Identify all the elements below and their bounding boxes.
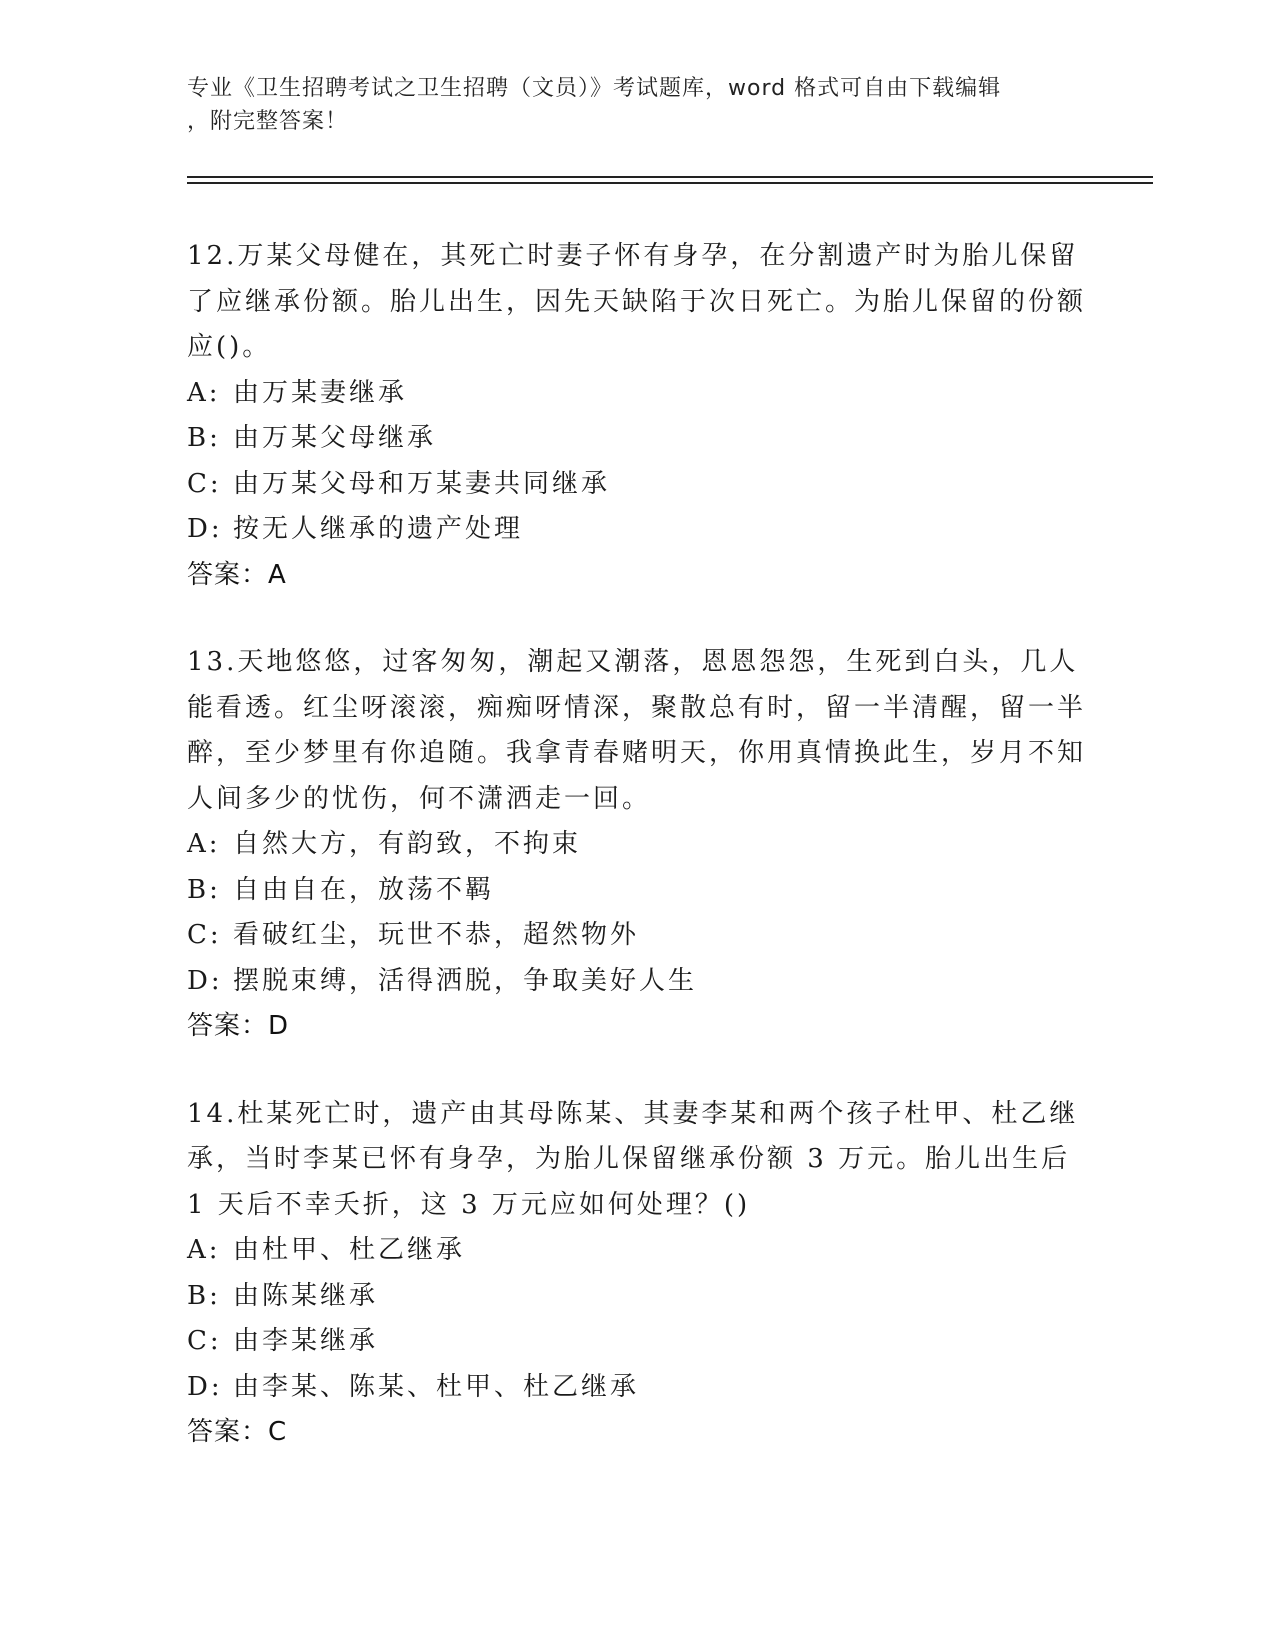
option-b (187, 868, 1087, 914)
option-a (187, 371, 1087, 417)
option-c (187, 462, 1087, 508)
question-stem: 14.杜某死亡时，遗产由其母陈某、其妻李某和两个孩子杜甲、杜乙继承，当时李某已怀有身孕，为胎儿保留继承份额 3 万元。胎儿出生后 1 天后不幸夭折，这 3 万元应如何处理？() (187, 1098, 1079, 1220)
question-13 (187, 640, 1087, 1050)
option-d (187, 1365, 1087, 1411)
question-stem: 12.万某父母健在，其死亡时妻子怀有身孕，在分割遗产时为胎儿保留了应继承份额。胎儿出生，因先天缺陷于次日死亡。为胎儿保留的份额应()。 (187, 241, 1087, 362)
option-key: B: (187, 423, 221, 453)
option-text: 由李某继承 (233, 1326, 379, 1356)
option-b (187, 1274, 1087, 1320)
question-14 (187, 1092, 1087, 1456)
header-line-2: ，附完整答案！ (187, 109, 349, 134)
option-text: 按无人继承的遗产处理 (233, 514, 524, 544)
option-key: C: (187, 920, 222, 950)
option-text: 由李某、陈某、杜甲、杜乙继承 (233, 1371, 640, 1402)
header-divider-top (187, 176, 1153, 178)
option-text: 由万某妻继承 (233, 377, 408, 408)
option-text: 自由自在，放荡不羁 (233, 874, 495, 905)
option-b (187, 416, 1087, 462)
option-key: D: (187, 1371, 223, 1402)
option-d (187, 507, 1087, 553)
header-divider-bottom (187, 182, 1153, 184)
option-a (187, 822, 1087, 868)
option-text: 由杜甲、杜乙继承 (233, 1235, 466, 1265)
answer-line: 答案：A (187, 559, 287, 590)
option-a (187, 1228, 1087, 1274)
option-c (187, 1319, 1087, 1365)
option-text: 由万某父母继承 (233, 423, 437, 453)
option-d (187, 959, 1087, 1005)
option-key: A: (187, 1235, 221, 1265)
option-key: C: (187, 468, 222, 499)
option-text: 由陈某继承 (233, 1280, 379, 1311)
question-list (187, 234, 1087, 1498)
question-12 (187, 234, 1087, 598)
header-line-1: 专业《卫生招聘考试之卫生招聘（文员）》考试题库，word 格式可自由下载编辑 (187, 76, 1002, 101)
document-header (187, 72, 1087, 138)
option-key: B: (187, 1280, 221, 1311)
option-text: 摆脱束缚，活得洒脱，争取美好人生 (233, 965, 698, 996)
option-text: 由万某父母和万某妻共同继承 (233, 468, 611, 499)
option-text: 看破红尘，玩世不恭，超然物外 (233, 920, 640, 950)
option-key: A: (187, 829, 221, 859)
option-key: A: (187, 377, 221, 408)
option-key: D: (187, 514, 223, 544)
option-key: B: (187, 874, 221, 905)
question-stem: 13.天地悠悠，过客匆匆，潮起又潮落，恩恩怨怨，生死到白头，几人能看透。红尘呀滚滚，痴痴呀情深，聚散总有时，留一半清醒，留一半醉，至少梦里有你追随。我拿青春赌明天，你用真情换此生，岁月不知人间多少的忧伤，何不潇洒走一回。 (187, 647, 1087, 814)
answer-line: 答案：D (187, 1011, 290, 1041)
answer-line: 答案：C (187, 1417, 288, 1447)
option-key: D: (187, 965, 223, 996)
option-text: 自然大方，有韵致，不拘束 (233, 829, 582, 859)
option-c (187, 913, 1087, 959)
option-key: C: (187, 1326, 222, 1356)
